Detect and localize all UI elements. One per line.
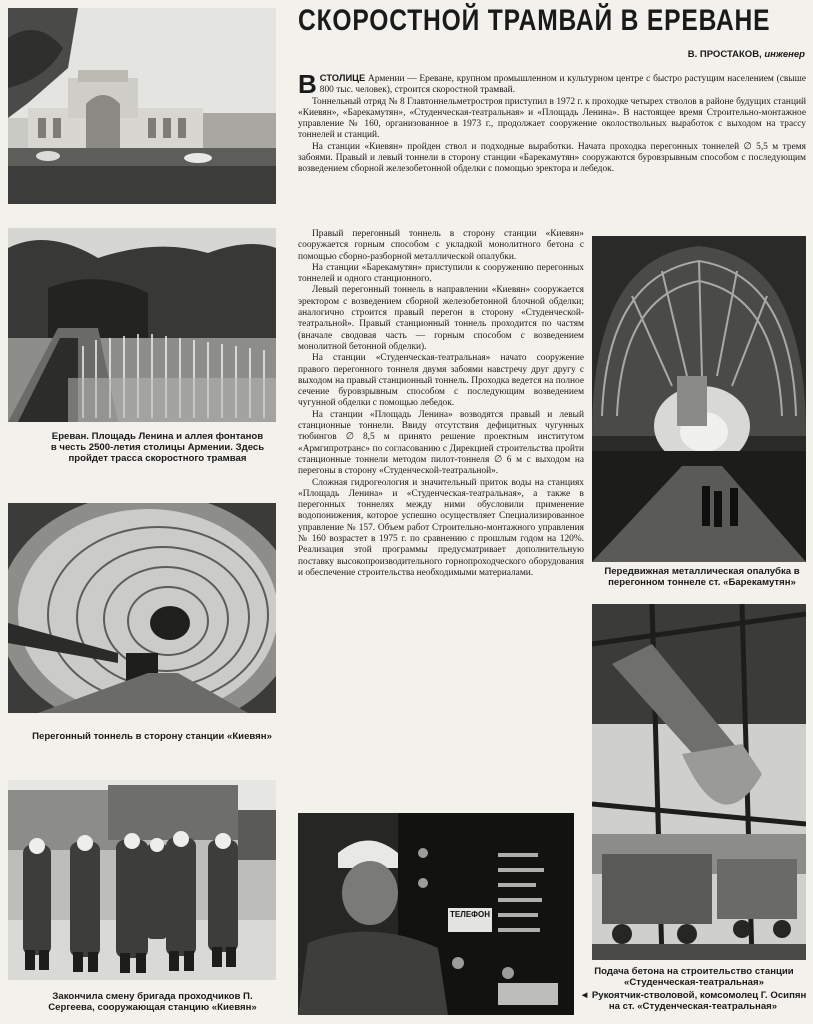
article-top: [298, 69, 806, 176]
drop-cap: В: [298, 69, 317, 99]
caption-formwork: Передвижная металлическая опалубка в перегонном тоннеле ст. «Барекамутян»: [604, 566, 800, 588]
page-title: СКОРОСТНОЙ ТРАМВАЙ В ЕРЕВАНЕ: [298, 4, 771, 37]
paragraph: На станции «Площадь Ленина» возводятся правый и левый станционные тоннели. Ввиду отсутствия дефицитных чугунных тюбингов ∅ 8,5 м принято решение проектным институтом «Армгипротранс» по согласованию с Дирекцией строительства пройти станционные тоннели методом пилот-тоннеля ∅ 6 м с выходом на перегоны в сторону «Студенческой-театральной».: [298, 409, 584, 477]
caption-tunnel: Перегонный тоннель в сторону станции «Киевян»: [32, 731, 272, 742]
photo-brigade: [8, 780, 276, 980]
lead-text: Армении — Ереване, крупном промышленном и культурном центре с быстро растущим населением (свыше 800 тыс. человек), строится скоростной трамвай.: [319, 74, 806, 96]
caption-fountains: Ереван. Площадь Ленина и аллея фонтанов в честь 2500-летия столицы Армении. Здесь пройдет трасса скоростного трамвая: [50, 431, 265, 464]
photo-concrete-supply: [592, 604, 806, 960]
caption-concrete: Подача бетона на строительство станции «Студенческая-театральная»: [594, 966, 794, 988]
photo-tunnel-kievyan: [8, 503, 276, 713]
byline: [688, 49, 805, 60]
paragraph: Правый перегонный тоннель в сторону станции «Киевян» сооружается горным способом с укладкой монолитного бетона с помощью сборно-разборной металлической опалубки.: [298, 229, 584, 262]
author-role: инженер: [764, 49, 805, 60]
lead-paragraph: [298, 69, 806, 99]
photo-fountains-alley: [8, 228, 276, 422]
paragraph: На станции «Киевян» пройден ствол и подходные выработки. Начата проходка перегонных тоннелей ∅ 5,5 м тремя забоями. Правый и левый тоннели в сторону станции «Барекамутян» сооружаются буровзрывным способом с последующим возведением сборной железобетонной обделки с помощью эректора и лебедок.: [298, 141, 806, 175]
caption-brigade: Закончила смену бригада проходчиков П. Сергеева, сооружающая станцию «Киевян»: [48, 991, 257, 1013]
paragraph: Сложная гидрогеология и значительный приток воды на станциях «Площадь Ленина» и «Студенческая-театральная», а также в перегонных тоннелях между ними обусловили применение водопонижения, которое успешно осуществляет Специализированное управление № 157. Объем работ Строительно-монтажного управления № 160 возрастет в 1975 г. по сравнению с прошлым годом на 120%. Реализация этой программы предусматривает дополнительную поставку высокопроизводительного горнопроходческого оборудования и обеспечение строительства необходимыми материалами.: [298, 477, 584, 578]
paragraph: Тоннельный отряд № 8 Главтоннельметростроя приступил в 1972 г. к проходке четырех стволов в районе будущих станций «Киевян», «Барекамутян», «Студенческая-театральная» и «Площадь Ленина». В настоящее время Строительно-монтажное управление № 160, организованное в 1973 г., продолжает сооружение околоствольных выработок с выходом на трассу тоннелей и станций.: [298, 96, 806, 141]
paragraph: Левый перегонный тоннель в направлении «Киевян» сооружается эректором с возведением сборной железобетонной блочной обделки; аналогично строится правый перегон в сторону «Студенческой-театральной». Правый станционный тоннель проходится по частям (вначале сводовая часть — горным способом с возведением монолитной бетонной обделки).: [298, 285, 584, 352]
photo-operator-panel: [298, 813, 574, 1015]
paragraph: На станции «Студенческая-театральная» начато сооружение правого перегонного тоннеля двумя забоями навстречу друг другу с выходом на правый станционный тоннель. Проходка ведется на полное сечение буровзрывным способом с последующим возведением чугунной обделки с помощью лебедок.: [298, 353, 584, 409]
author-name: В. ПРОСТАКОВ,: [687, 49, 762, 60]
paragraph: На станции «Барекамутян» приступили к сооружению перегонных тоннелей и одного станционного.: [298, 262, 584, 285]
article-narrow: [298, 229, 584, 579]
photo-formwork: [592, 236, 806, 562]
lead-caps: СТОЛИЦЕ: [319, 72, 366, 83]
caption-operator: ◄ Рукоятчик-стволовой, комсомолец Г. Осипян на ст. «Студенческая-театральная»: [579, 990, 807, 1012]
panel-sign: ТЕЛЕФОН: [450, 910, 490, 919]
photo-station-building: [8, 8, 276, 204]
